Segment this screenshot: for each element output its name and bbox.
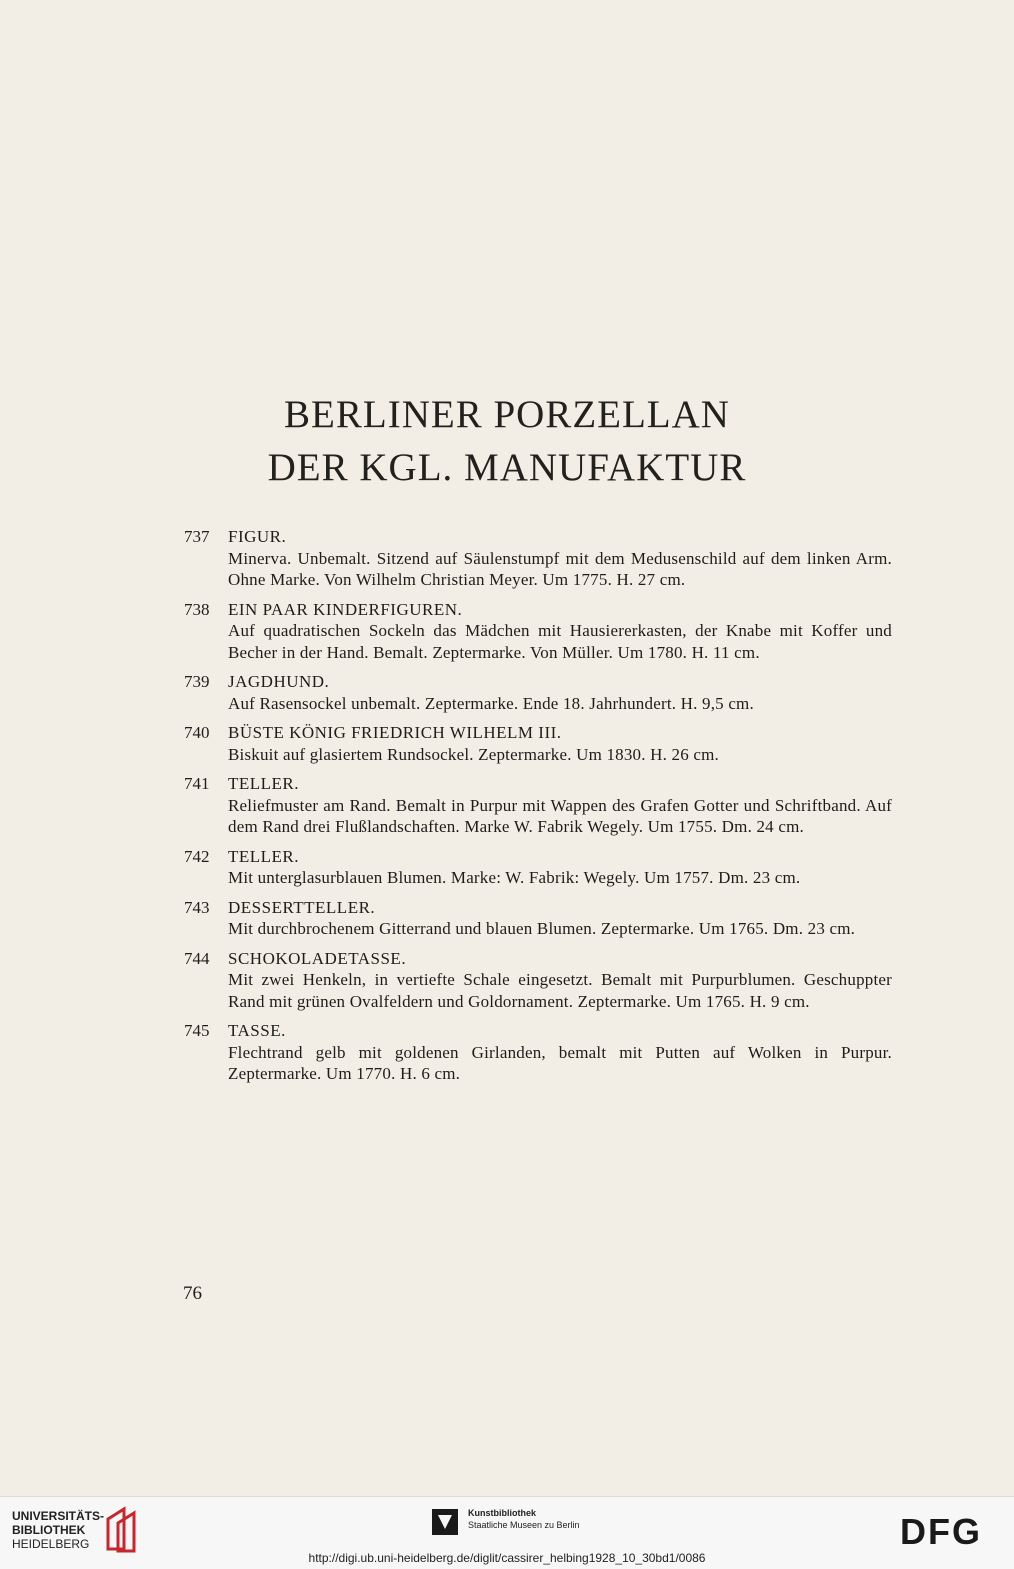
- catalog-entry-738: [184, 599, 892, 664]
- catalog-entries: [184, 526, 892, 1093]
- heidelberg-library-logo[interactable]: [12, 1509, 104, 1551]
- entry-heading: TELLER.: [228, 774, 300, 793]
- entry-description: Mit zwei Henkeln, in vertiefte Schale eingesetzt. Bemalt mit Purpurblumen. Geschuppter Rand mit grünen Ovalfeldern und Goldornament. Zeptermarke. Um 1765. H. 9 cm.: [228, 970, 892, 1011]
- catalog-entry-737: [184, 526, 892, 591]
- entry-heading: TASSE.: [228, 1021, 286, 1040]
- entry-heading: FIGUR.: [228, 527, 287, 546]
- entry-heading: EIN PAAR KINDERFIGUREN.: [228, 599, 463, 619]
- catalog-entry-744: [184, 948, 892, 1013]
- dfg-logo[interactable]: DFG: [900, 1511, 982, 1552]
- page-title-line-1: BERLINER PORZELLAN: [284, 393, 730, 436]
- entry-description: Flechtrand gelb mit goldenen Girlanden, bemalt mit Putten auf Wolken in Purpur. Zeptermarke. Um 1770. H. 6 cm.: [228, 1042, 892, 1083]
- permalink-url[interactable]: http://digi.ub.uni-heidelberg.de/diglit/cassirer_helbing1928_10_30bd1/0086: [308, 1551, 706, 1565]
- catalog-entry-740: [184, 722, 892, 765]
- entry-number: 743: [184, 897, 210, 917]
- page-title-line-2: DER KGL. MANUFAKTUR: [267, 446, 747, 489]
- kunstbibliothek-name: Kunstbibliothek: [468, 1508, 536, 1518]
- kunstbibliothek-subtitle: Staatliche Museen zu Berlin: [468, 1520, 580, 1530]
- digitization-footer: [0, 1496, 1014, 1569]
- entry-number: 737: [184, 527, 210, 546]
- entry-number: 741: [184, 774, 210, 793]
- entry-description: Auf Rasensockel unbemalt. Zeptermarke. Ende 18. Jahrhundert. H. 9,5 cm.: [228, 693, 754, 713]
- library-name-line-1: UNIVERSITÄTS-: [12, 1509, 105, 1523]
- entry-description: Reliefmuster am Rand. Bemalt in Purpur mit Wappen des Grafen Gotter und Schriftband. Auf dem Rand drei Flußlandschaften. Marke W. Fabrik Wegely. Um 1755. Dm. 24 cm.: [228, 795, 892, 836]
- kunstbibliothek-emblem-icon: [432, 1509, 458, 1535]
- entry-number: 742: [184, 846, 210, 866]
- catalog-entry-741: [184, 773, 892, 838]
- library-name-line-3: HEIDELBERG: [12, 1537, 90, 1551]
- catalog-entry-745: [184, 1020, 892, 1085]
- catalog-entry-742: [184, 846, 892, 889]
- entry-description: Minerva. Unbemalt. Sitzend auf Säulenstumpf mit dem Medusenschild auf dem linken Arm. Ohne Marke. Von Wilhelm Christian Meyer. Um 1775. H. 27 cm.: [228, 548, 892, 589]
- library-emblem-icon: [104, 1505, 138, 1553]
- page-number: 76: [183, 1283, 202, 1304]
- entry-description: Auf quadratischen Sockeln das Mädchen mit Hausiererkasten, der Knabe mit Koffer und Becher in der Hand. Bemalt. Zeptermarke. Von Müller. Um 1780. H. 11 cm.: [228, 621, 892, 662]
- entry-number: 744: [184, 948, 210, 968]
- entry-heading: JAGDHUND.: [228, 672, 330, 691]
- entry-number: 745: [184, 1021, 210, 1040]
- catalog-entry-743: [184, 897, 892, 940]
- entry-heading: DESSERTTELLER.: [228, 897, 376, 917]
- entry-heading: TELLER.: [228, 846, 300, 866]
- entry-number: 739: [184, 672, 210, 691]
- entry-heading: SCHOKOLADETASSE.: [228, 948, 407, 968]
- entry-heading: BÜSTE KÖNIG FRIEDRICH WILHELM III.: [228, 723, 562, 742]
- entry-description: Mit unterglasurblauen Blumen. Marke: W. Fabrik: Wegely. Um 1757. Dm. 23 cm.: [228, 868, 801, 887]
- entry-description: Biskuit auf glasiertem Rundsockel. Zeptermarke. Um 1830. H. 26 cm.: [228, 744, 719, 764]
- entry-description: Mit durchbrochenem Gitterrand und blauen Blumen. Zeptermarke. Um 1765. Dm. 23 cm.: [228, 919, 856, 938]
- entry-number: 740: [184, 723, 210, 742]
- catalog-entry-739: [184, 671, 892, 714]
- library-name-line-2: BIBLIOTHEK: [12, 1523, 86, 1537]
- entry-number: 738: [184, 599, 210, 619]
